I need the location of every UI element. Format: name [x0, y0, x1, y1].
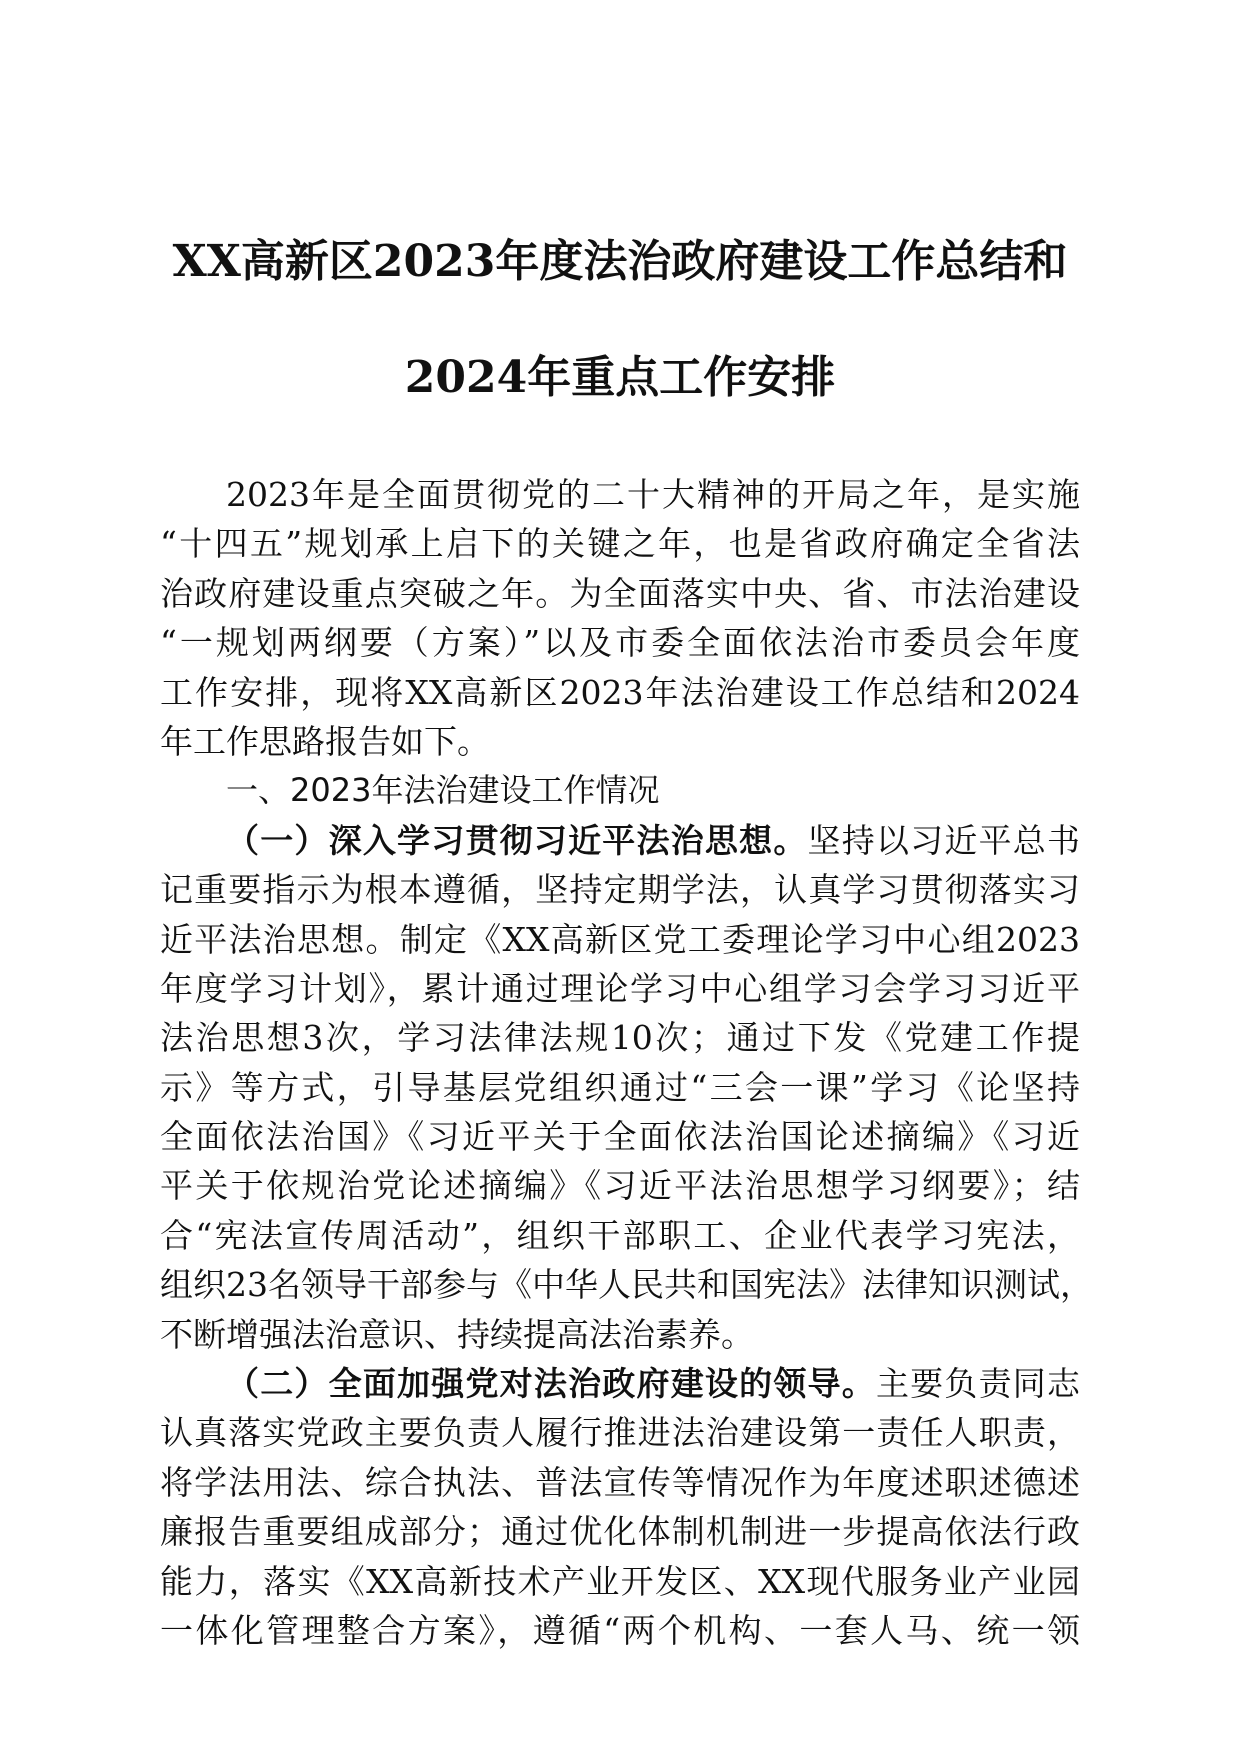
paragraph-first-line: [160, 816, 1080, 865]
paragraph-line: 一体化管理整合方案》，遵循“两个机构、一套人马、统一领: [160, 1610, 1080, 1650]
paragraph-line: 近平法治思想。制定《XX高新区党工委理论学习中心组2023: [160, 919, 1080, 959]
document-title-line-2: 2024年重点工作安排: [404, 352, 836, 403]
paragraph-line: “十四五”规划承上启下的关键之年，也是省政府确定全省法: [160, 524, 1080, 564]
paragraph-line: 廉报告重要组成部分；通过优化体制机制进一步提高依法行政: [160, 1512, 1080, 1552]
paragraph-line: 记重要指示为根本遵循，坚持定期学法，认真学习贯彻落实习: [160, 870, 1080, 910]
document-body: [160, 470, 1093, 1655]
paragraph-line: 工作安排，现将XX高新区2023年法治建设工作总结和2024: [160, 672, 1080, 712]
paragraph-line: 平关于依规治党论述摘编》《习近平法治思想学习纲要》；结: [160, 1166, 1080, 1206]
paragraph-text: 主要负责同志: [875, 1364, 1081, 1404]
paragraph-line: 2023年是全面贯彻党的二十大精神的开局之年，是实施: [226, 475, 1080, 514]
paragraph-line: 治政府建设重点突破之年。为全面落实中央、省、市法治建设: [160, 573, 1080, 613]
paragraph-line: 年度学习计划》，累计通过理论学习中心组学习会学习习近平: [160, 968, 1080, 1008]
paragraph-first-line: [160, 1359, 1080, 1408]
paragraph-line: 全面依法治国》《习近平关于全面依法治国论述摘编》《习近: [160, 1117, 1080, 1157]
paragraph-line: 法治思想3次，学习法律法规10次；通过下发《党建工作提: [160, 1018, 1080, 1058]
paragraph-line: 年工作思路报告如下。: [160, 721, 490, 761]
paragraph-line: 认真落实党政主要负责人履行推进法治建设第一责任人职责，: [160, 1413, 1080, 1453]
document-title-line-1: XX高新区2023年度法治政府建设工作总结和: [172, 236, 1068, 287]
paragraph-line: 组织23名领导干部参与《中华人民共和国宪法》法律知识测试，: [160, 1265, 1093, 1305]
paragraph-line: 合“宪法宣传周活动”，组织干部职工、企业代表学习宪法，: [160, 1215, 1080, 1255]
paragraph-line: 能力，落实《XX高新技术产业开发区、XX现代服务业产业园: [160, 1561, 1080, 1601]
paragraph-text: 坚持以习近平总书: [807, 820, 1081, 860]
subsection-heading: （一）深入学习贯彻习近平法治思想。: [226, 820, 808, 860]
paragraph-line: 示》等方式，引导基层党组织通过“三会一课”学习《论坚持: [160, 1067, 1080, 1107]
paragraph-line: “一规划两纲要（方案）”以及市委全面依法治市委员会年度: [160, 623, 1080, 663]
section-heading: 一、2023年法治建设工作情况: [226, 771, 660, 810]
paragraph-line: 不断增强法治意识、持续提高法治素养。: [160, 1314, 754, 1354]
paragraph-line: 将学法用法、综合执法、普法宣传等情况作为年度述职述德述: [160, 1462, 1080, 1502]
subsection-heading: （二）全面加强党对法治政府建设的领导。: [226, 1364, 876, 1404]
